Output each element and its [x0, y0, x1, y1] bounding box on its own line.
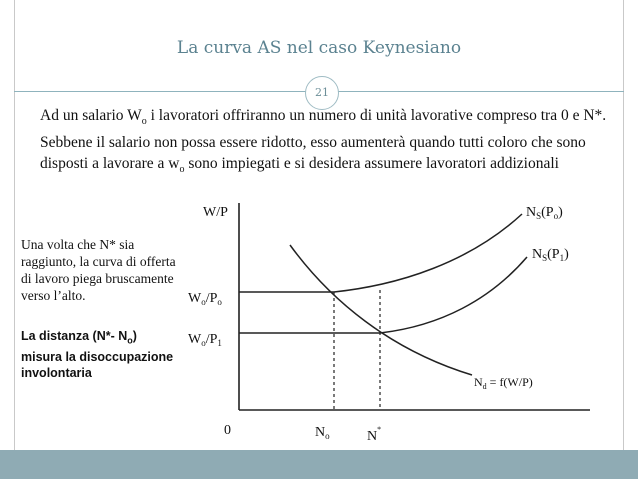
ns-p0-s: S [536, 211, 542, 221]
n0-sub: o [325, 431, 330, 441]
y-axis-label: W/P [203, 205, 228, 220]
wage-p1-sub1: o [201, 338, 206, 348]
ns-p0-label [526, 205, 563, 221]
origin-label: 0 [224, 423, 231, 438]
wage-p0-slash: /P [205, 291, 218, 306]
page-number-badge: 21 [305, 76, 339, 110]
side-bold-sub: o [127, 335, 133, 346]
ns-p1-s: S [542, 253, 548, 263]
para-part-3: sono impiegati e si desidera assumere lavoratori addizionali [184, 155, 559, 173]
ns-p1-argsub: 1 [559, 253, 565, 263]
wage-p0-label [188, 291, 222, 307]
ns-p1-curve [380, 257, 527, 333]
ns-p0-close: ) [558, 205, 563, 220]
nd-rest: = f(W/P) [486, 375, 533, 389]
ns-p1-n: N [532, 247, 543, 262]
para-part-2: i lavoratori offriranno un numero di unità lavorative compreso tra 0 e N*. Sebbene il salario non possa essere ridotto, esso aumenterà quando tutti coloro che sono disposti a lavorare a w [40, 107, 607, 173]
nd-n: N [474, 375, 483, 389]
ns-p0-n: N [526, 205, 537, 220]
ns-p0-argsub: o [553, 211, 559, 221]
side-note: Una volta che N* sia raggiunto, la curva di offerta di lavoro piega bruscamente verso l’alto. [21, 237, 176, 303]
para-part-1: Ad un salario W [40, 107, 142, 124]
nd-curve [290, 245, 472, 375]
wage-p1-label [188, 332, 222, 348]
ns-p0-curve [334, 214, 522, 292]
slide-title: La curva AS nel caso Keynesiano [176, 38, 462, 58]
footer-band [0, 450, 638, 479]
nd-d: d [482, 382, 487, 391]
side-bold-a: La distanza (N*- N [21, 329, 128, 343]
ns-p1-close: ) [564, 247, 569, 262]
wage-p1-sub2: 1 [217, 338, 222, 348]
nstar-sup: * [377, 425, 382, 434]
wage-p1-slash: /P [205, 332, 218, 347]
para-sub-2: o [179, 164, 185, 176]
nstar-label [367, 425, 381, 444]
wage-p1-w: W [188, 332, 202, 347]
wage-p0-sub2: o [217, 297, 222, 307]
para-sub-1: o [141, 116, 147, 128]
n0-n: N [315, 425, 326, 440]
wage-p0-w: W [188, 291, 202, 306]
ns-p0-arg: (P [541, 205, 554, 220]
ns-p1-label [532, 247, 569, 263]
ns-p1-arg: (P [547, 247, 560, 262]
nstar-n: N [367, 429, 378, 444]
side-bold-b: ) misura la disoccupazione involontaria [21, 329, 174, 380]
n0-label [315, 425, 330, 441]
nd-label [474, 375, 533, 391]
wage-p0-sub1: o [201, 297, 206, 307]
